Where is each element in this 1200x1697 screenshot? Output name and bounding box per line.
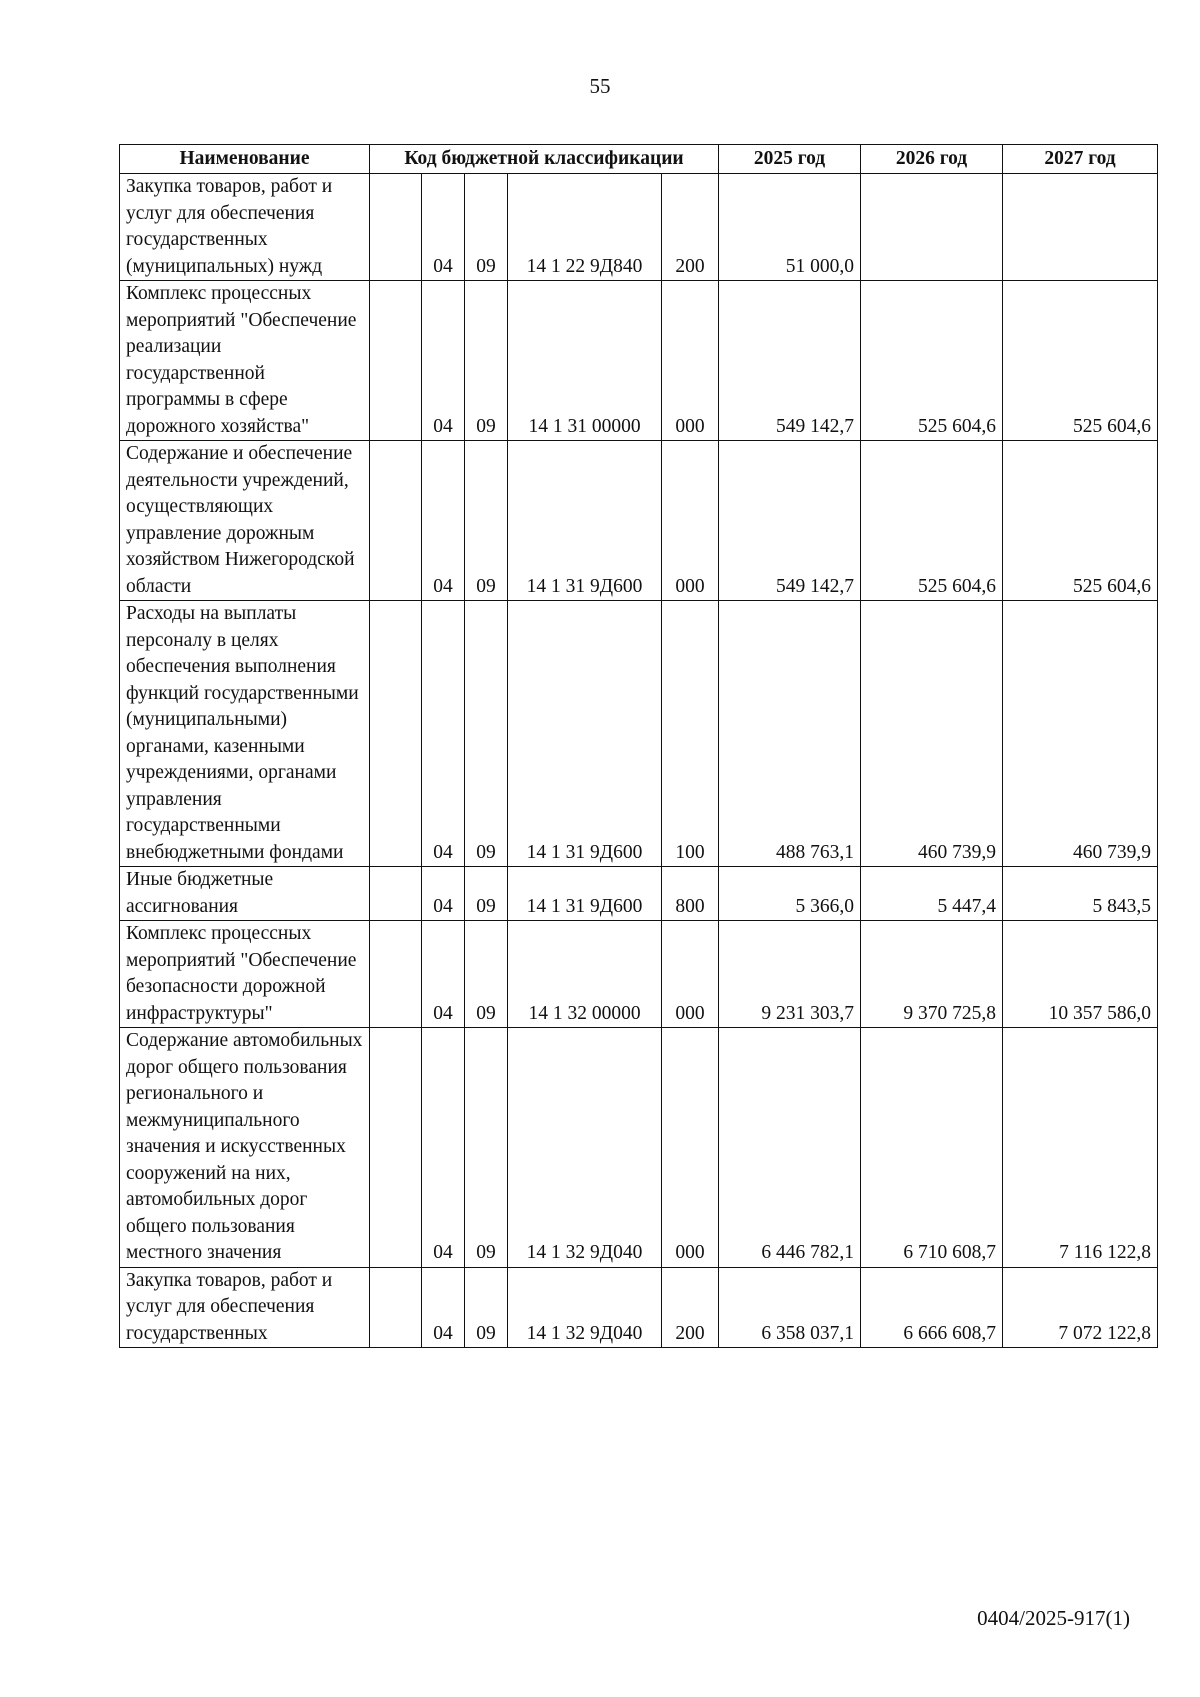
header-2025: 2025 год [719,145,861,174]
table-row [120,921,1158,1028]
amount-2027: 525 604,6 [1003,441,1158,601]
code-blank [370,441,422,601]
code-target: 14 1 32 00000 [508,921,662,1028]
code-blank [370,867,422,921]
code-target: 14 1 31 00000 [508,281,662,441]
code-expense-type: 000 [662,1028,719,1268]
code-section: 04 [422,867,465,921]
document-number: 0404/2025-917(1) [977,1606,1130,1630]
header-2027: 2027 год [1003,145,1158,174]
code-expense-type: 000 [662,281,719,441]
code-blank [370,281,422,441]
code-subsection: 09 [465,281,508,441]
amount-2026: 6 710 608,7 [861,1028,1003,1268]
row-name: Иные бюджетные ассигнования [120,867,370,921]
amount-2026 [861,174,1003,281]
amount-2027: 525 604,6 [1003,281,1158,441]
row-name: Закупка товаров, работ и услуг для обеспечения государственных (муниципальных) нужд [120,174,370,281]
amount-2027: 10 357 586,0 [1003,921,1158,1028]
code-section: 04 [422,1267,465,1348]
amount-2026: 6 666 608,7 [861,1267,1003,1348]
amount-2025: 488 763,1 [719,601,861,867]
code-expense-type: 000 [662,441,719,601]
amount-2025: 9 231 303,7 [719,921,861,1028]
code-section: 04 [422,601,465,867]
amount-2026: 460 739,9 [861,601,1003,867]
code-expense-type: 800 [662,867,719,921]
code-expense-type: 100 [662,601,719,867]
amount-2025: 549 142,7 [719,281,861,441]
budget-table [119,144,1158,1348]
row-name: Закупка товаров, работ и услуг для обеспечения государственных [120,1267,370,1348]
row-name: Содержание автомобильных дорог общего пользования регионального и межмуниципального значения и искусственных сооружений на них, автомобильных дорог общего пользования местного значения [120,1028,370,1268]
amount-2027: 5 843,5 [1003,867,1158,921]
code-section: 04 [422,441,465,601]
code-subsection: 09 [465,1267,508,1348]
page-number: 55 [589,74,611,98]
table-row [120,174,1158,281]
header-name: Наименование [120,145,370,174]
code-blank [370,1267,422,1348]
table-row [120,441,1158,601]
amount-2027: 7 116 122,8 [1003,1028,1158,1268]
row-name: Содержание и обеспечение деятельности учреждений, осуществляющих управление дорожным хозяйством Нижегородской области [120,441,370,601]
code-section: 04 [422,921,465,1028]
code-target: 14 1 31 9Д600 [508,867,662,921]
code-subsection: 09 [465,601,508,867]
amount-2026: 525 604,6 [861,441,1003,601]
table-row [120,1267,1158,1348]
amount-2027: 460 739,9 [1003,601,1158,867]
code-target: 14 1 32 9Д040 [508,1028,662,1268]
amount-2025: 6 358 037,1 [719,1267,861,1348]
code-expense-type: 200 [662,1267,719,1348]
table-row [120,281,1158,441]
code-expense-type: 200 [662,174,719,281]
amount-2027: 7 072 122,8 [1003,1267,1158,1348]
code-section: 04 [422,174,465,281]
amount-2025: 51 000,0 [719,174,861,281]
header-row [120,145,1158,174]
code-blank [370,1028,422,1268]
code-subsection: 09 [465,867,508,921]
code-expense-type: 000 [662,921,719,1028]
table-row [120,1028,1158,1268]
row-name: Комплекс процессных мероприятий "Обеспечение безопасности дорожной инфраструктуры" [120,921,370,1028]
code-target: 14 1 31 9Д600 [508,441,662,601]
amount-2025: 5 366,0 [719,867,861,921]
amount-2025: 6 446 782,1 [719,1028,861,1268]
amount-2026: 5 447,4 [861,867,1003,921]
amount-2025: 549 142,7 [719,441,861,601]
code-subsection: 09 [465,174,508,281]
row-name: Комплекс процессных мероприятий "Обеспечение реализации государственной программы в сфере дорожного хозяйства" [120,281,370,441]
amount-2027 [1003,174,1158,281]
code-target: 14 1 22 9Д840 [508,174,662,281]
header-code: Код бюджетной классификации [370,145,719,174]
code-section: 04 [422,281,465,441]
code-subsection: 09 [465,921,508,1028]
code-blank [370,601,422,867]
code-blank [370,174,422,281]
code-target: 14 1 32 9Д040 [508,1267,662,1348]
code-subsection: 09 [465,1028,508,1268]
code-subsection: 09 [465,441,508,601]
amount-2026: 525 604,6 [861,281,1003,441]
code-target: 14 1 31 9Д600 [508,601,662,867]
code-blank [370,921,422,1028]
row-name: Расходы на выплаты персоналу в целях обеспечения выполнения функций государственными (муниципальными) органами, казенными учреждениями, органами управления государственными внебюджетными фондами [120,601,370,867]
table-row [120,867,1158,921]
code-section: 04 [422,1028,465,1268]
table-row [120,601,1158,867]
header-2026: 2026 год [861,145,1003,174]
amount-2026: 9 370 725,8 [861,921,1003,1028]
